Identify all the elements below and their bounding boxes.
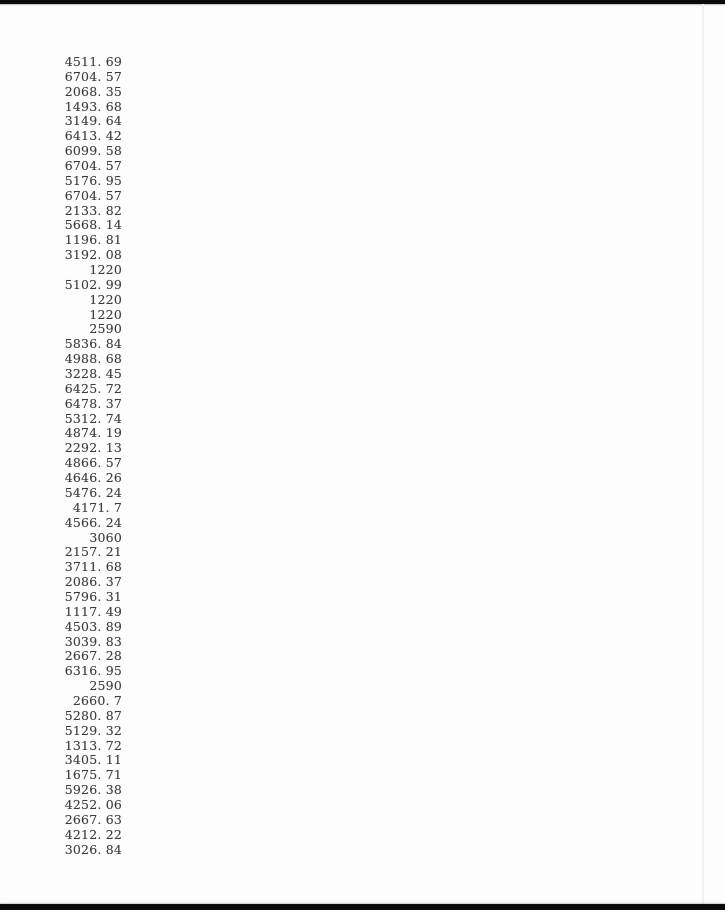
number-value: 5102. 99 [64,276,122,292]
number-value: 3405. 11 [64,752,122,768]
number-value: 2590 [89,678,122,694]
number-value: 2157. 21 [64,544,122,560]
number-value: 5926. 38 [64,782,122,798]
number-value: 1117. 49 [64,603,122,619]
number-value: 2590 [89,321,122,337]
number-value: 2667. 28 [64,648,122,664]
number-value: 6413. 42 [64,128,122,144]
number-value: 3026. 84 [64,841,122,857]
number-value: 6704. 57 [64,187,122,203]
number-value: 1196. 81 [64,232,122,248]
number-value: 2068. 35 [64,83,122,99]
number-value: 3192. 08 [64,247,122,263]
number-column [40,55,122,857]
number-value: 4874. 19 [64,425,122,441]
number-value: 6099. 58 [64,143,122,159]
scan-edge-artifact [702,4,704,904]
number-value: 6704. 57 [64,68,122,84]
number-value: 4988. 68 [64,351,122,367]
number-value: 2292. 13 [64,440,122,456]
number-value: 4866. 57 [64,455,122,471]
number-value: 4511. 69 [64,54,122,69]
number-value: 1220 [89,306,122,322]
number-value: 5796. 31 [64,588,122,604]
number-value: 5476. 24 [64,484,122,500]
number-value: 2086. 37 [64,574,122,590]
number-value: 5280. 87 [64,707,122,723]
number-value: 5176. 95 [64,172,122,188]
scan-artifact-bottom-bar [0,904,725,910]
number-value: 4212. 22 [64,826,122,842]
number-value: 2667. 63 [64,811,122,827]
number-value: 3039. 83 [64,633,122,649]
number-value: 3228. 45 [64,366,122,382]
number-value: 6478. 37 [64,395,122,411]
number-value: 1220 [89,291,122,307]
number-value: 4252. 06 [64,796,122,812]
number-value: 5129. 32 [64,722,122,738]
number-value: 2133. 82 [64,202,122,218]
number-value: 3060 [89,529,122,545]
number-value: 4503. 89 [64,618,122,634]
number-value: 4646. 26 [64,470,122,486]
number-value: 5668. 14 [64,217,122,233]
number-value: 1493. 68 [64,98,122,114]
number-value: 5836. 84 [64,336,122,352]
number-value: 6704. 57 [64,158,122,174]
number-value: 3711. 68 [64,559,122,575]
scan-artifact-top-bar [0,0,725,4]
number-value: 1675. 71 [64,767,122,783]
number-value: 6425. 72 [64,380,122,396]
number-value: 6316. 95 [64,663,122,679]
number-value: 5312. 74 [64,410,122,426]
number-value: 4566. 24 [64,514,122,530]
number-value: 1313. 72 [64,737,122,753]
number-value: 2660. 7 [72,692,122,708]
number-value: 1220 [89,262,122,278]
number-value: 3149. 64 [64,113,122,129]
number-value: 4171. 7 [72,499,122,515]
